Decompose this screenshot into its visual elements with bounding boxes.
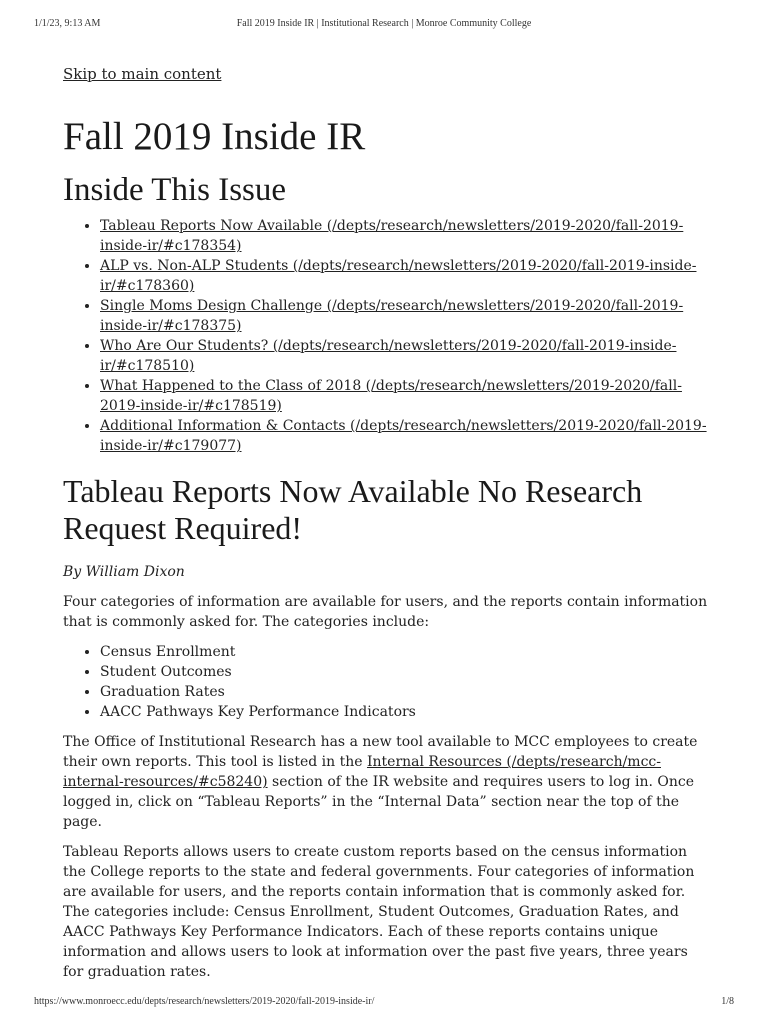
list-item [100, 296, 708, 336]
list-item [100, 336, 708, 376]
page-title: Fall 2019 Inside IR [63, 115, 366, 158]
list-item [100, 416, 708, 456]
list-item: • Student Outcomes [100, 662, 708, 682]
article-heading: Tableau Reports Now Available No Research Request Required! [63, 473, 643, 546]
inside-this-issue-heading: Inside This Issue [63, 172, 287, 208]
print-url: https://www.monroecc.edu/depts/research/newsletters/2019-2020/fall-2019-inside-ir/ [34, 996, 375, 1007]
paragraph-text: The Office of Institutional Research has a new tool available to MCC employees to create their own reports. This tool is listed in the [63, 734, 698, 770]
toc-link-alp[interactable]: ALP vs. Non-ALP Students (/depts/research/newsletters/2019-2020/fall-2019-inside-ir/#c178360) [100, 258, 697, 294]
article-paragraph-2: Tableau Reports allows users to create custom reports based on the census information the College reports to the state and federal governments. Four categories of information are available for users, and the reports contain information that is commonly asked for. The categories include: Census Enrollment, Student Outcomes, Graduation Rates, and AACC Pathways Key Performance Indicators. Each of these reports contains unique information and allows users to look at information over the past five years, three years for graduation rates. [63, 844, 695, 980]
toc-link-single-moms[interactable]: Single Moms Design Challenge (/depts/research/newsletters/2019-2020/fall-2019-inside-ir/#c178375) [100, 298, 684, 334]
internal-resources-link[interactable]: Internal Resources (/depts/research/mcc-internal-resources/#c58240) [63, 754, 661, 790]
paragraph-text: section of the IR website and requires users to log in. Once logged in, click on “Tableau Reports” in the “Internal Data” section near the top of the page. [63, 774, 695, 830]
toc-link-class-of-2018[interactable]: What Happened to the Class of 2018 (/depts/research/newsletters/2019-2020/fall-2019-inside-ir/#c178519) [100, 378, 682, 414]
article-intro: Four categories of information are available for users, and the reports contain information that is commonly asked for. The categories include: [63, 594, 708, 630]
skip-to-main-link[interactable]: Skip to main content [63, 65, 222, 83]
print-footer [34, 996, 734, 1010]
print-title: Fall 2019 Inside IR | Institutional Research | Monroe Community College [236, 18, 532, 29]
toc-link-tableau[interactable]: Tableau Reports Now Available (/depts/research/newsletters/2019-2020/fall-2019-inside-ir/#c178354) [100, 218, 684, 254]
toc-link-who-are-students[interactable]: Who Are Our Students? (/depts/research/newsletters/2019-2020/fall-2019-inside-ir/#c178510) [100, 338, 677, 374]
issue-list [63, 216, 708, 456]
list-item: • AACC Pathways Key Performance Indicators [100, 702, 708, 722]
list-item: • Graduation Rates [100, 682, 708, 702]
print-header [34, 18, 734, 32]
article-paragraph-1 [63, 732, 708, 832]
main-content [63, 62, 708, 982]
list-item [100, 256, 708, 296]
category-list [63, 642, 708, 722]
list-item [100, 376, 708, 416]
article-byline: By William Dixon [63, 564, 185, 580]
list-item [100, 216, 708, 256]
toc-link-contacts[interactable]: Additional Information & Contacts (/depts/research/newsletters/2019-2020/fall-2019-inside-ir/#c179077) [100, 418, 707, 454]
print-date: 1/1/23, 9:13 AM [34, 18, 101, 29]
print-page-number: 1/8 [721, 996, 734, 1007]
list-item: • Census Enrollment [100, 642, 708, 662]
